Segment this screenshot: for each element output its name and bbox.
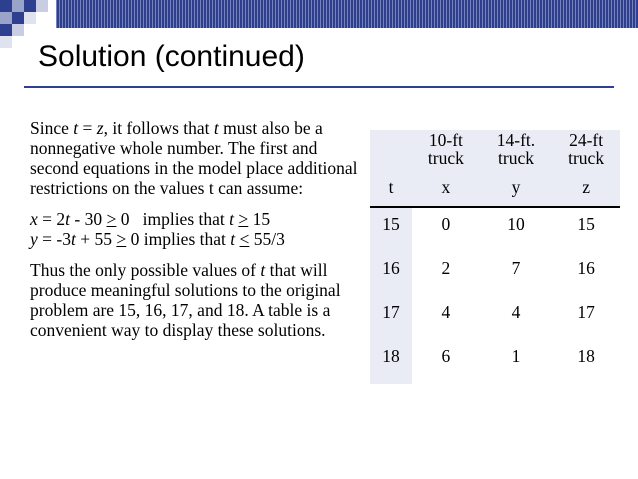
table-cell: 16	[577, 258, 595, 278]
solutions-table	[370, 130, 620, 384]
table-cell: 18	[370, 340, 412, 384]
table-cell: 10	[507, 214, 525, 234]
table-cell: 15	[370, 207, 412, 252]
table-row	[370, 340, 620, 384]
body-text	[30, 118, 360, 351]
intro-paragraph: Since t = z, it follows that t must also be a nonnegative whole number. The first and second equations in the model place additional restrictions on the values t can assume:	[30, 118, 358, 198]
table-cell: 1	[511, 346, 521, 366]
slide-title: Solution (continued)	[38, 40, 305, 73]
table-row	[370, 296, 620, 340]
header-cell: 24-ft truck	[552, 130, 620, 168]
header-cell	[370, 130, 412, 168]
title-underline	[24, 86, 614, 88]
header-cell: 10-ft truck	[412, 130, 480, 168]
inequality-y: y = -3t + 55 > 0 implies that t < 55/3	[30, 229, 285, 249]
table-cell: 7	[511, 258, 521, 278]
table-row	[370, 252, 620, 296]
top-striped-bar	[56, 0, 638, 28]
table-row	[370, 207, 620, 252]
inequality-x: x = 2t - 30 > 0 implies that t > 15	[30, 209, 271, 229]
table-cell: 17	[577, 302, 595, 322]
table-cell: 4	[511, 302, 521, 322]
inequality-block	[30, 209, 360, 249]
variable-cell: y	[480, 168, 552, 207]
table-cell: 17	[370, 296, 412, 340]
variable-cell: z	[552, 168, 620, 207]
table-cell: 6	[441, 346, 451, 366]
table-cell: 0	[441, 214, 451, 234]
table-cell: 16	[370, 252, 412, 296]
table-cell: 4	[441, 302, 451, 322]
table-variable-row	[370, 168, 620, 207]
table-cell: 2	[441, 258, 451, 278]
table-cell: 18	[577, 346, 595, 366]
header-cell: 14-ft. truck	[480, 130, 552, 168]
table-header-row	[370, 130, 620, 168]
table-cell: 15	[577, 214, 595, 234]
conclusion-paragraph: Thus the only possible values of t that will produce meaningful solutions to the original problem are 15, 16, 17, and 18. A table is a convenient way to display these solutions.	[30, 260, 341, 340]
variable-cell: x	[412, 168, 480, 207]
variable-cell: t	[370, 168, 412, 207]
